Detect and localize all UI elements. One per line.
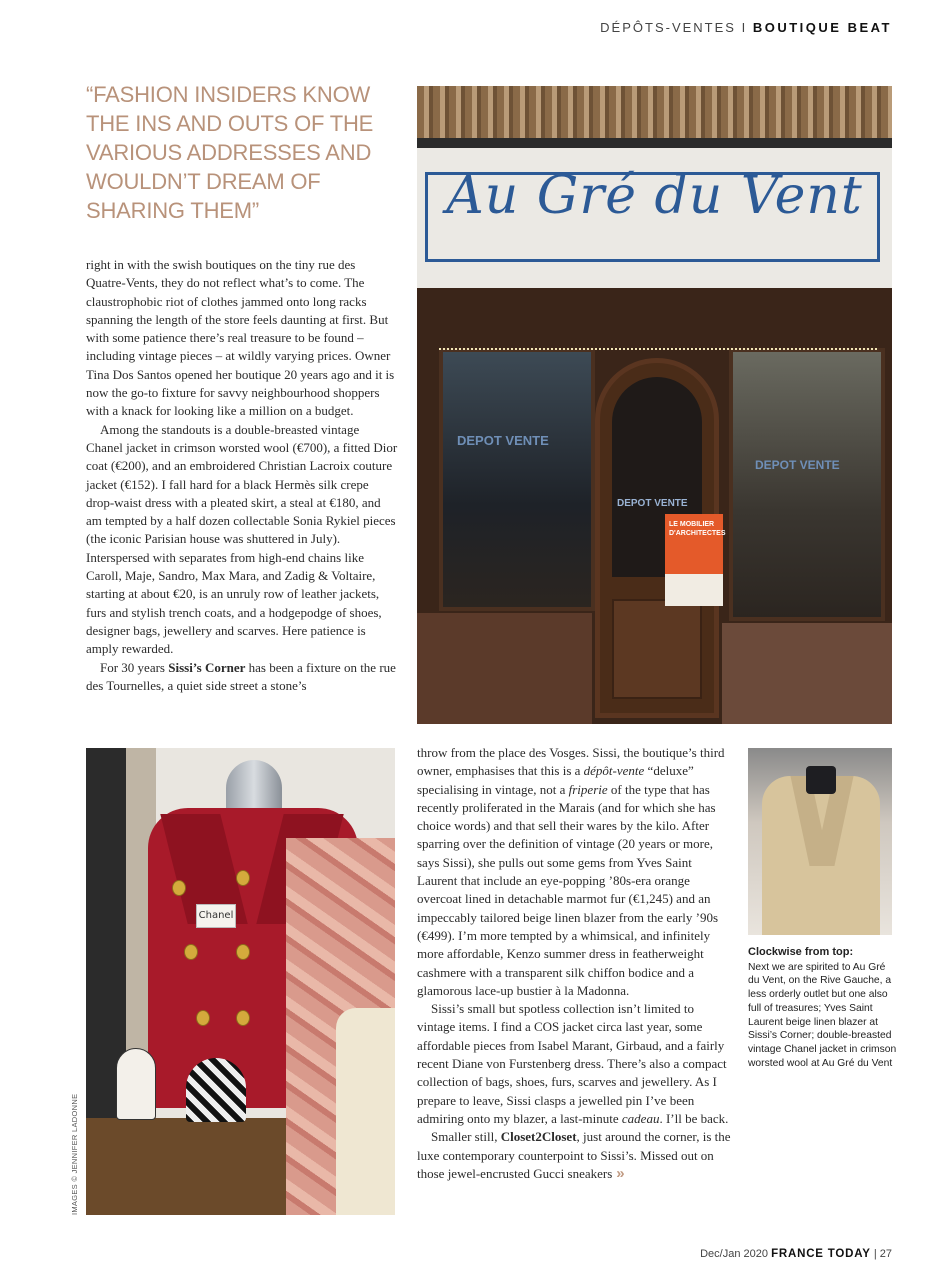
door-lettering: DEPOT VENTE — [617, 498, 688, 509]
window-lettering-left: DEPOT VENTE — [457, 433, 549, 448]
issue-date: Dec/Jan 2020 — [700, 1248, 768, 1260]
gold-button — [236, 944, 250, 960]
pull-quote: “FASHION INSIDERS KNOW THE INS AND OUTS OF THE VARIOUS ADDRESSES AND WOULDN’T DREAM OF SHARING THEM” — [86, 82, 374, 223]
window-lettering-right: DEPOT VENTE — [755, 458, 840, 472]
section-header — [600, 20, 892, 35]
shoe-shelf — [86, 1118, 286, 1215]
gold-button — [196, 1010, 210, 1026]
shop-name-sissis-corner: Sissi’s Corner — [168, 659, 246, 675]
bamboo-blinds — [417, 86, 892, 138]
caption-heading: Clockwise from top: — [748, 946, 854, 958]
footer-separator: | — [873, 1248, 877, 1260]
header-separator: I — [741, 20, 748, 35]
price-tag: Chanel — [196, 904, 236, 928]
shop-sign — [417, 148, 892, 288]
cream-jacket — [336, 1008, 395, 1215]
chanel-jacket-photo — [86, 748, 395, 1215]
blazer-photo — [748, 748, 892, 935]
article-column-2 — [417, 744, 731, 1183]
door-poster: LE MOBILIER D'ARCHITECTES — [665, 514, 723, 606]
photo-credit: IMAGES © JENNIFER LADONNE — [70, 1093, 79, 1215]
shoe — [116, 1048, 156, 1120]
shop-window-left — [439, 348, 595, 611]
section-label: DÉPÔTS-VENTES — [600, 20, 736, 35]
gold-button — [236, 870, 250, 886]
magazine-name: FRANCE TODAY — [771, 1248, 871, 1260]
gold-button — [184, 944, 198, 960]
paragraph: throw from the place des Vosges. Sissi, the boutique’s third owner, emphasises that this is a dépôt-vente “deluxe” specialising in vintage, not a friperie of the type that has recently proliferated in the Marais (and for which she has choice words) and that sell their wares by the kilo. After sparring over the definition of vintage (20 years or more, says Sissi), she pulls out some gems from Yves Saint Laurent that include an eye-popping ’80s-era orange overcoat lined in detachable marmot fur (€1,245) and an impeccably tailored beige linen blazer from the early ’90s (€499). I’m more tempted by a whimsical, and infinitely more affordable, Kenzo summer dress in featherweight cashmere with a transparent silk chiffon bodice and a glamorous lace-up bustier à la Madonna. — [417, 745, 725, 998]
storefront-photo — [417, 86, 892, 724]
page-footer — [700, 1248, 892, 1260]
article-column-1 — [86, 256, 398, 695]
paragraph: right in with the swish boutiques on the tiny rue des Quatre-Vents, they do not reflect what’s to come. The claustrophobic riot of clothes jammed onto long racks spanning the length of the store feels daunting at first. But with some patience there’s real treasure to be found – including vintage pieces – at wildly varying prices. Owner Tina Dos Santos opened her boutique 20 years ago and it is now the go-to fixture for savvy neighbourhood shoppers with a knack for looking like a million on a budget. — [86, 257, 395, 419]
photo-caption — [748, 946, 898, 1070]
gold-button — [236, 1010, 250, 1026]
continue-arrow-icon: » — [616, 1164, 625, 1182]
paragraph: Smaller still, Closet2Closet, just around the corner, is the luxe contemporary counterpoint to Sissi’s. Missed out on those jewel-encrusted Gucci sneakers » — [417, 1129, 731, 1182]
caption-body: Next we are spirited to Au Gré du Vent, on the Rive Gauche, a less orderly outlet but one also full of treasures; Yves Saint Laurent beige linen blazer at Sissi’s Corner; double-breasted vintage Chanel jacket in crimson worsted wool at Au Gré du Vent — [748, 961, 897, 1069]
paragraph: For 30 years Sissi’s Corner has been a fixture on the rue des Tournelles, a quiet side street a stone’s — [86, 659, 396, 693]
gold-button — [172, 880, 186, 896]
paragraph: Among the standouts is a double-breasted vintage Chanel jacket in crimson worsted wool (€700), a fitted Dior coat (€200), and an embroidered Christian Lacroix couture jacket (€152). I fall hard for a black Hermès silk crepe drop-waist dress with a pleated skirt, a steal at €180, and am tempted by a half dozen collectable Sonia Rykiel pieces (the iconic Parisian house was shuttered in July). Interspersed with separates from high-end chains like Caroll, Maje, Sandro, Max Mara, and Zadig & Voltaire, starting at about €20, is an unruly row of leather jackets, furs and stylish trench coats, and a hodgepodge of shoes, designer bags, jewellery and scarves. Here patience is amply rewarded. — [86, 421, 398, 657]
page-number: 27 — [879, 1248, 892, 1260]
shop-facade — [417, 288, 892, 724]
section-title: BOUTIQUE BEAT — [752, 20, 892, 35]
shop-sign-text: Au Gré du Vent — [446, 166, 863, 226]
shop-window-right — [729, 348, 885, 621]
shoe — [186, 1058, 246, 1122]
shop-name-closet2closet: Closet2Closet — [500, 1129, 577, 1145]
paragraph: Sissi’s small but spotless collection isn’t limited to vintage items. I find a COS jacket circa last year, some affordable pieces from Isabel Marant, Girbaud, and a fairly recent Diane von Furstenberg dress. There’s also a compact collection of bags, shoes, furs, scarves and jewellery. As I prepare to leave, Sissi clasps a jewelled pin I’ve been admiring onto my blazer, a last-minute cadeau. I’ll be back. — [417, 1001, 729, 1126]
